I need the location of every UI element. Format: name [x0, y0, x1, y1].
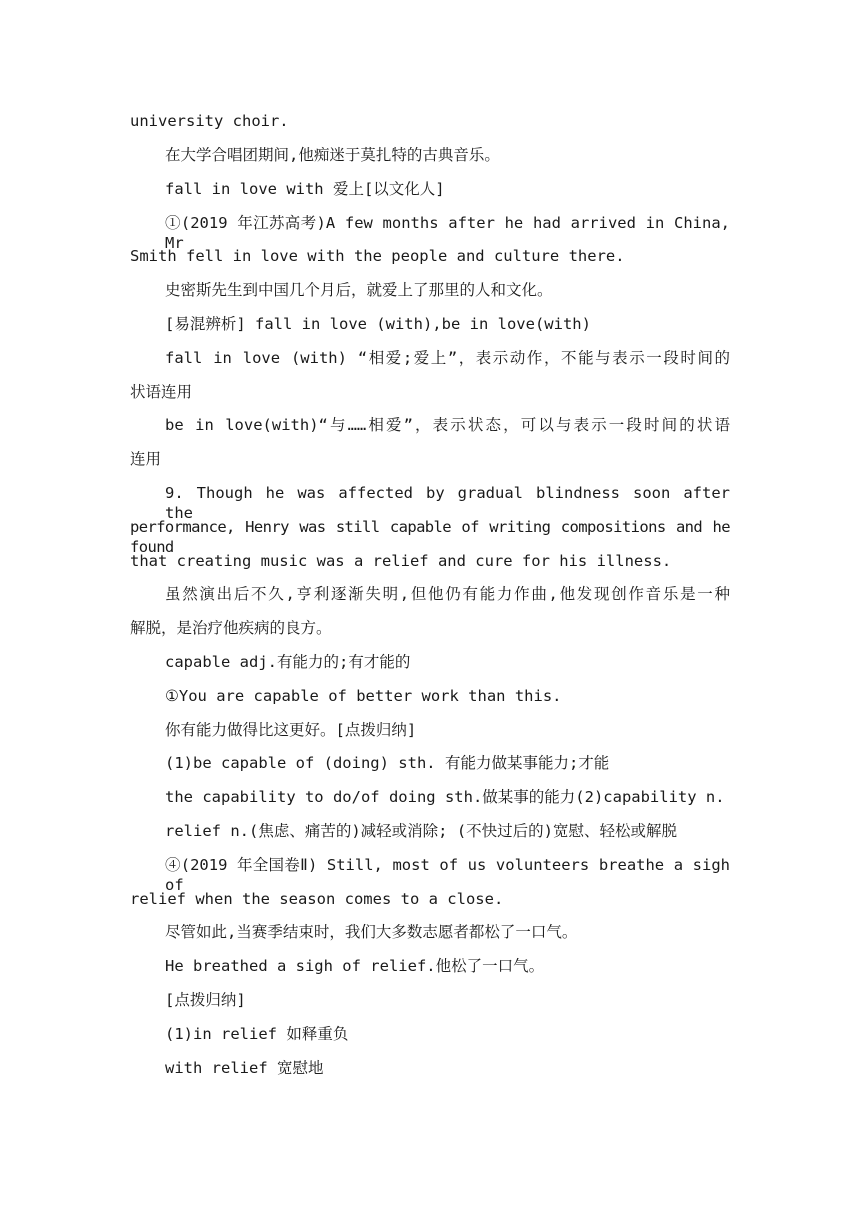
- text-line: be in love(with)“与……相爱”，表示状态，可以与表示一段时间的状语: [165, 416, 730, 434]
- text-line: fall in love with 爱上[以文化人]: [165, 180, 445, 198]
- text-line: ①You are capable of better work than this.: [165, 687, 562, 705]
- text-line: ①(2019 年江苏高考)A few months after he had arrived in China, Mr: [165, 214, 730, 252]
- text-line: that creating music was a relief and cure for his illness.: [130, 552, 672, 570]
- text-line: He breathed a sigh of relief.他松了一口气。: [165, 957, 545, 975]
- text-line: fall in love (with) “相爱;爱上”，表示动作，不能与表示一段时间的: [165, 349, 730, 367]
- text-line: the capability to do/of doing sth.做某事的能力(2)capability n.: [165, 788, 725, 806]
- text-line: 在大学合唱团期间,他痴迷于莫扎特的古典音乐。: [165, 146, 500, 164]
- text-line: 解脱，是治疗他疾病的良方。: [130, 619, 332, 637]
- text-line: 状语连用: [130, 383, 193, 401]
- text-line: relief when the season comes to a close.: [130, 890, 504, 908]
- text-line: [易混辨析] fall in love (with),be in love(with): [165, 315, 591, 333]
- text-line: 史密斯先生到中国几个月后，就爱上了那里的人和文化。: [165, 281, 553, 299]
- text-line: 虽然演出后不久,亨利逐渐失明,但他仍有能力作曲,他发现创作音乐是一种: [165, 585, 730, 603]
- text-line: with relief 宽慰地: [165, 1059, 324, 1077]
- text-line: 连用: [130, 450, 162, 468]
- text-line: performance, Henry was still capable of writing compositions and he found: [130, 518, 730, 556]
- text-line: ④(2019 年全国卷Ⅱ) Still, most of us volunteers breathe a sigh of: [165, 856, 730, 894]
- text-line: 你有能力做得比这更好。[点拨归纳]: [165, 721, 417, 739]
- text-line: (1)be capable of (doing) sth. 有能力做某事能力;才能: [165, 754, 610, 772]
- text-line: university choir.: [130, 112, 289, 130]
- text-line: 尽管如此,当赛季结束时，我们大多数志愿者都松了一口气。: [165, 923, 578, 941]
- text-line: capable adj.有能力的;有才能的: [165, 653, 411, 671]
- text-line: 9. Though he was affected by gradual blindness soon after the: [165, 484, 730, 522]
- text-line: (1)in relief 如释重负: [165, 1025, 349, 1043]
- text-line: Smith fell in love with the people and culture there.: [130, 247, 625, 265]
- text-line: relief n.(焦虑、痛苦的)减轻或消除; (不快过后的)宽慰、轻松或解脱: [165, 822, 677, 840]
- text-line: [点拨归纳]: [165, 991, 246, 1009]
